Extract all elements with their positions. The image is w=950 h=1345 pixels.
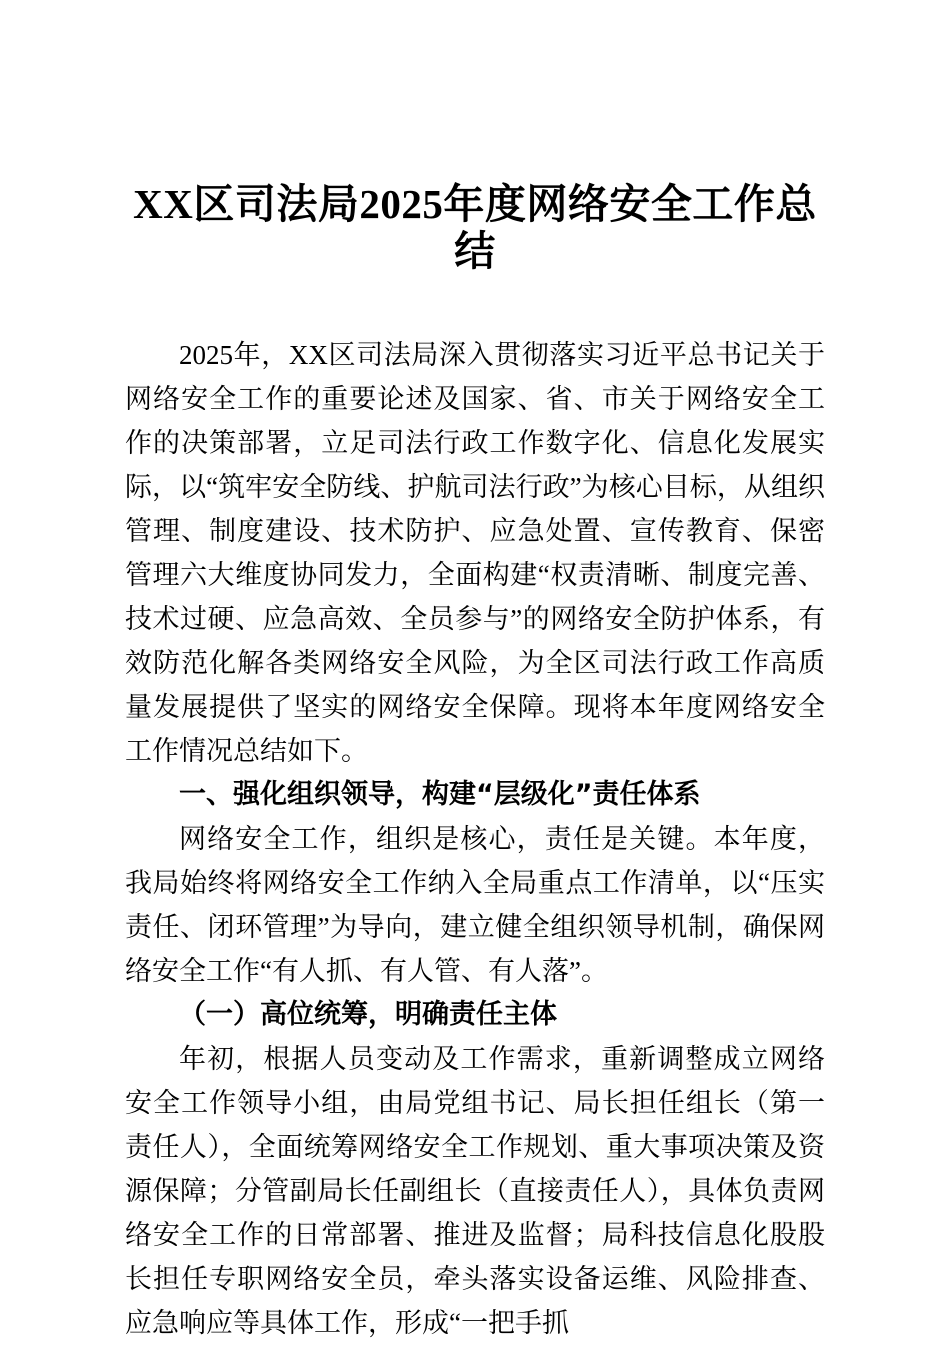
section-heading-1: 一、强化组织领导，构建“层级化”责任体系 [179, 779, 701, 810]
document-paragraph-intro: 2025年，XX区司法局深入贯彻落实习近平总书记关于网络安全工作的重要论述及国家、省、市关于网络安全工作的决策部署，立足司法行政工作数字化、信息化发展实际，以“筑牢安全防线、护航司法行政”为核心目标，从组织管理、制度建设、技术防护、应急处置、宣传教育、保密管理六大维度协同发力，全面构建“权责清晰、制度完善、技术过硬、应急高效、全员参与”的网络安全防护体系，有效防范化解各类网络安全风险，为全区司法行政工作高质量发展提供了坚实的网络安全保障。现将本年度网络安全工作情况总结如下。 [125, 340, 825, 766]
document-paragraph-subsection-1-1: 年初，根据人员变动及工作需求，重新调整成立网络安全工作领导小组，由局党组书记、局长担任组长（第一责任人），全面统筹网络安全工作规划、重大事项决策及资源保障；分管副局长任副组长（直接责任人），具体负责网络安全工作的日常部署、推进及监督；局科技信息化股股长担任专职网络安全员，牵头落实设备运维、风险排查、应急响应等具体工作，形成“一把手抓 [125, 1044, 825, 1338]
document-paragraph-section-1: 网络安全工作，组织是核心，责任是关键。本年度，我局始终将网络安全工作纳入全局重点工作清单，以“压实责任、闭环管理”为导向，建立健全组织领导机制，确保网络安全工作“有人抓、有人管、有人落”。 [125, 824, 825, 986]
subsection-heading-1-1: （一）高位统筹，明确责任主体 [179, 999, 557, 1030]
document-title: XX区司法局2025年度网络安全工作总结 [133, 181, 817, 274]
